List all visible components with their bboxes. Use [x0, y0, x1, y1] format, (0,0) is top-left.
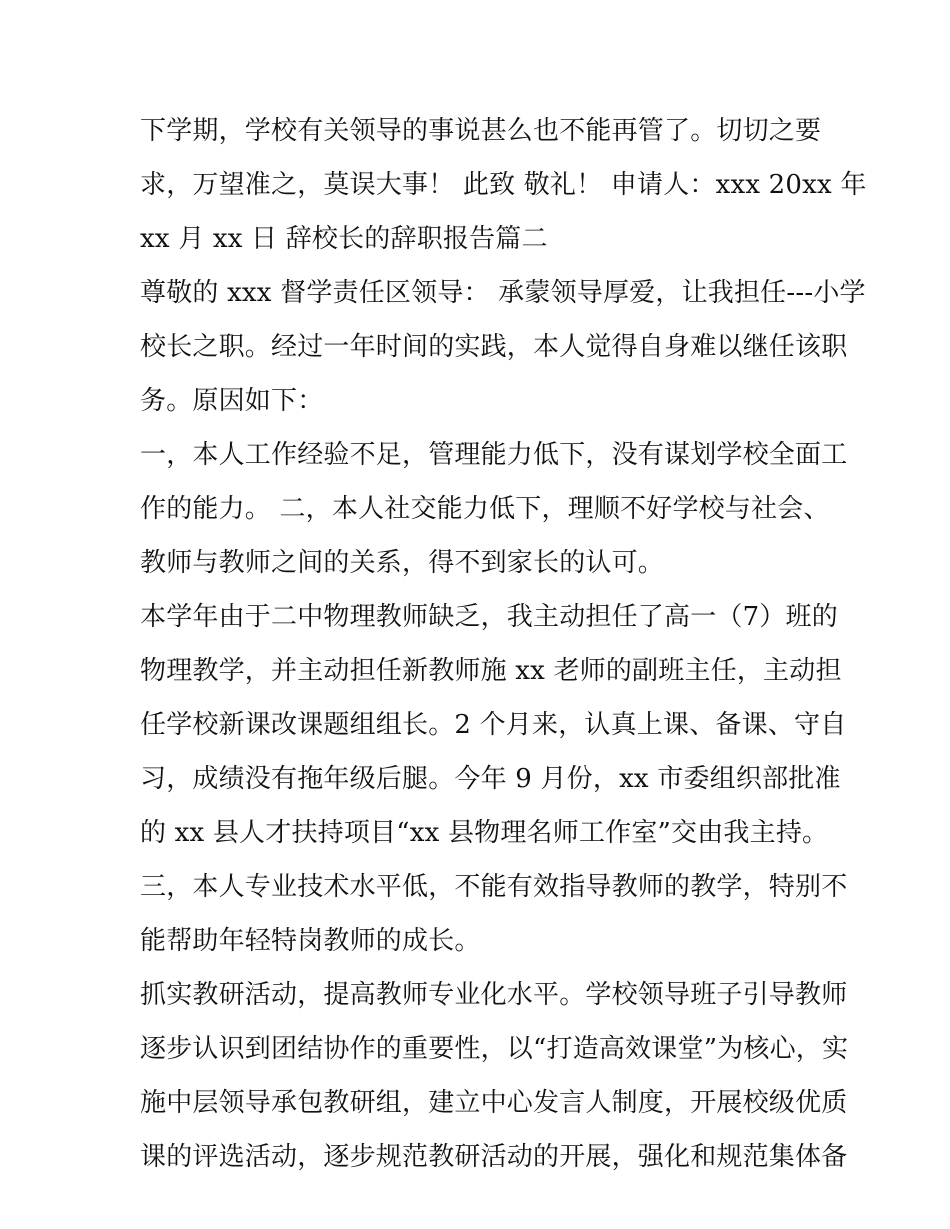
text-line: 抓实教研活动，提高教师专业化水平。学校领导班子引导教师 [140, 980, 848, 1010]
text-line: 求，万望准之，莫误大事！ 此致 敬礼！ 申请人：xxx 20xx 年 [140, 170, 867, 200]
text-line: 的 xx 县人才扶持项目“xx 县物理名师工作室”交由我主持。 [140, 818, 829, 848]
text-line: 一，本人工作经验不足，管理能力低下，没有谋划学校全面工 [140, 440, 848, 470]
text-line: 逐步认识到团结协作的重要性，以“打造高效课堂”为核心，实 [140, 1034, 849, 1064]
text-line: 三，本人专业技术水平低，不能有效指导教师的教学，特别不 [140, 872, 848, 902]
text-line: 任学校新课改课题组组长。2 个月来，认真上课、备课、守自 [140, 710, 847, 740]
text-line: 下学期，学校有关领导的事说甚么也不能再管了。切切之要 [140, 116, 822, 146]
text-line: 教师与教师之间的关系，得不到家长的认可。 [140, 548, 665, 578]
text-line: 尊敬的 xxx 督学责任区领导： 承蒙领导厚爱，让我担任---小学 [140, 278, 866, 308]
text-line: 作的能力。 二，本人社交能力低下，理顺不好学校与社会、 [140, 494, 830, 524]
text-line: xx 月 xx 日 辞校长的辞职报告篇二 [140, 224, 548, 254]
text-line: 物理教学，并主动担任新教师施 xx 老师的副班主任，主动担 [140, 656, 842, 686]
text-line: 习，成绩没有拖年级后腿。今年 9 月份，xx 市委组织部批准 [140, 764, 841, 794]
text-line: 课的评选活动，逐步规范教研活动的开展，强化和规范集体备 [140, 1142, 848, 1172]
text-line: 能帮助年轻特岗教师的成长。 [140, 926, 481, 956]
text-line: 校长之职。经过一年时间的实践，本人觉得自身难以继任该职 [140, 332, 848, 362]
text-line: 施中层领导承包教研组，建立中心发言人制度，开展校级优质 [140, 1088, 848, 1118]
text-line: 本学年由于二中物理教师缺乏，我主动担任了高一（7）班的 [140, 602, 838, 632]
document-body [140, 104, 867, 1184]
text-line: 务。原因如下： [140, 386, 324, 416]
